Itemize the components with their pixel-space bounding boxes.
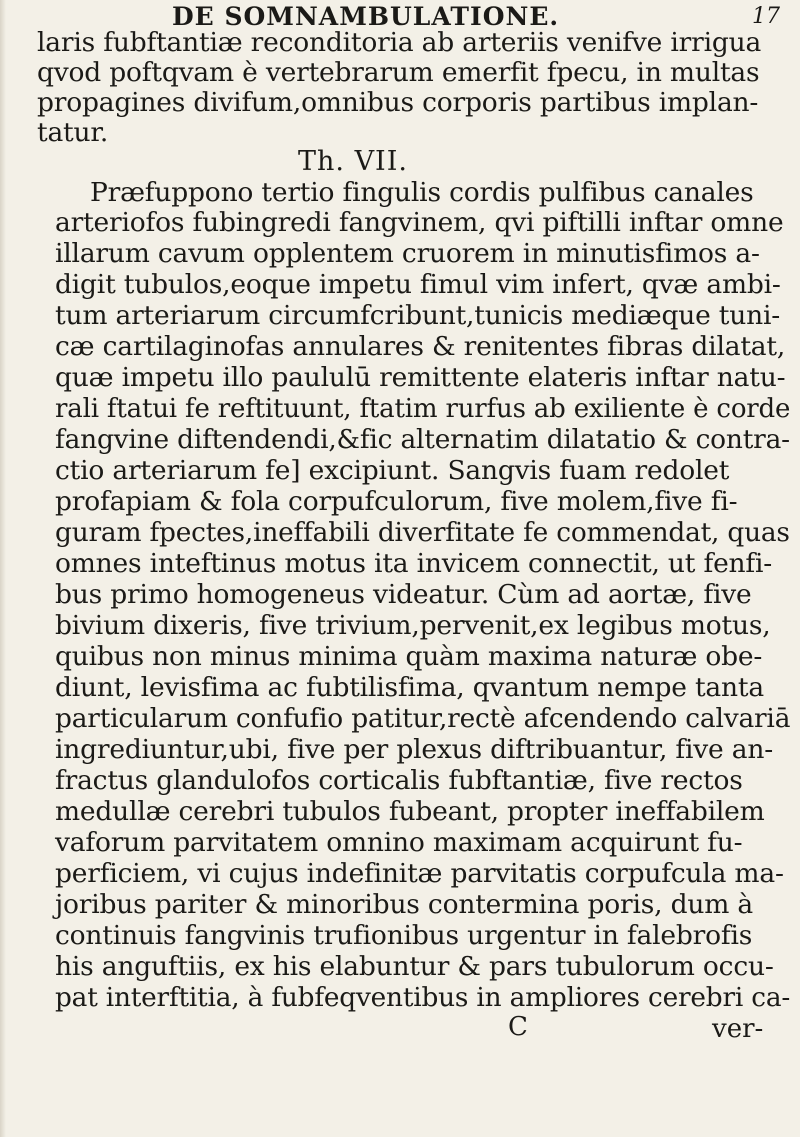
text-line: bivium dixeris, five trivium,pervenit,ex legibus motus,	[55, 610, 771, 641]
text-line: laris fubftantiæ reconditoria ab arteriis venifve irrigua	[37, 27, 762, 58]
text-line: guram fpectes,ineffabili diverfitate fe commendat, quas	[55, 517, 790, 548]
text-line: fangvine diftendendi,&fic alternatim dilatatio & contra-	[55, 424, 790, 455]
text-line: vaforum parvitatem omnino maximam acquirunt fu-	[55, 827, 743, 858]
text-line: omnes inteftinus motus ita invicem connectit, ut fenfi-	[55, 548, 773, 579]
text-line: particularum confufio patitur,rectè afcendendo calvariā	[55, 703, 791, 734]
text-line: joribus pariter & minoribus contermina poris, dum à	[55, 889, 753, 920]
text-line: propagines divifum,omnibus corporis partibus implan-	[37, 87, 759, 118]
text-line: bus primo homogeneus videatur. Cùm ad aortæ, five	[55, 579, 752, 610]
text-line: continuis fangvinis trufionibus urgentur in falebrofis	[55, 920, 753, 951]
text-line: perficiem, vi cujus indefinitæ parvitatis corpufcula ma-	[55, 858, 784, 889]
text-line: arteriofos fubingredi fangvinem, qvi piftilli inftar omne	[55, 207, 784, 238]
text-line: fractus glandulofos corticalis fubftantiæ, five rectos	[55, 765, 743, 796]
text-line: illarum cavum opplentem cruorem in minutisfimos a-	[55, 238, 760, 269]
section-heading: Th. VII.	[298, 146, 408, 177]
text-line: tatur.	[37, 117, 109, 148]
text-line: his anguftiis, ex his elabuntur & pars tubulorum occu-	[55, 951, 774, 982]
text-line: rali ftatui fe reftituunt, ftatim rurfus ab exiliente è corde	[55, 393, 791, 424]
text-line: digit tubulos,eoque impetu fimul vim infert, qvæ ambi-	[55, 269, 781, 300]
catchword: ver-	[712, 1014, 764, 1044]
page-number: 17	[752, 4, 780, 29]
text-line: pat interftitia, à fubfeqventibus in ampliores cerebri ca-	[55, 982, 791, 1013]
text-line: ctio arteriarum fe] excipiunt. Sangvis fuam redolet	[55, 455, 730, 486]
text-line: ingrediuntur,ubi, five per plexus diftribuantur, five an-	[55, 734, 773, 765]
running-title: DE SOMNAMBULATIONE.	[172, 2, 560, 31]
text-line: profapiam & fola corpufculorum, five molem,five fi-	[55, 486, 738, 517]
text-line: diunt, levisfima ac fubtilisfima, qvantum nempe tanta	[55, 672, 764, 703]
text-line: quæ impetu illo paululū remittente elateris inftar natu-	[55, 362, 786, 393]
text-line: quibus non minus minima quàm maxima naturæ obe-	[55, 641, 763, 672]
text-line: cæ cartilaginofas annulares & renitentes fibras dilatat,	[55, 331, 786, 362]
text-line: qvod poftqvam è vertebrarum emerfit fpecu, in multas	[37, 57, 760, 88]
gutter-shadow	[0, 0, 6, 1137]
text-line: Præfuppono tertio fingulis cordis pulfibus canales	[90, 177, 754, 208]
text-line: medullæ cerebri tubulos fubeant, propter ineffabilem	[55, 796, 765, 827]
signature-mark: C	[508, 1012, 528, 1042]
text-line: tum arteriarum circumfcribunt,tunicis mediæque tuni-	[55, 300, 780, 331]
